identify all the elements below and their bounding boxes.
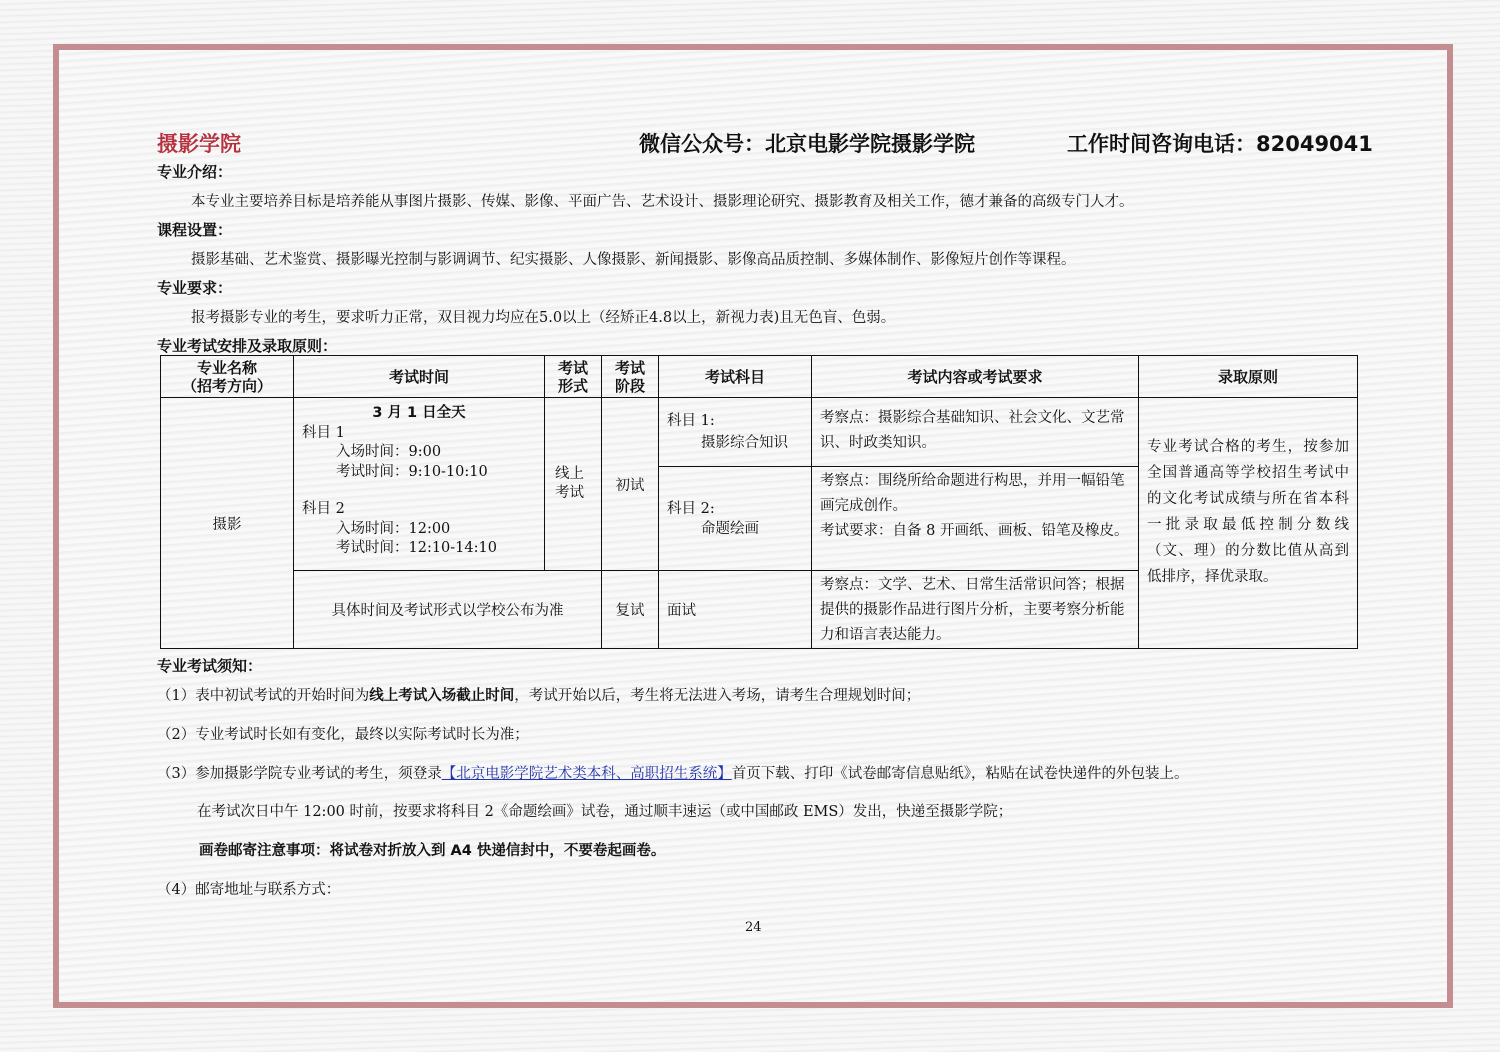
note-1: （1）表中初试考试的开始时间为线上考试入场截止时间，考试开始以后，考生将无法进入考场，请考生合理规划时间； — [157, 688, 921, 704]
major-cell: 摄影 — [161, 398, 294, 649]
note-4: （4）邮寄地址与联系方式： — [157, 882, 341, 898]
subject2-content-cell: 考察点：围绕所给命题进行构思，并用一幅铅笔画完成创作。 考试要求：自备 8 开画纸、画板、铅笔及橡皮。 — [812, 467, 1139, 571]
retest-content-cell: 考察点：文学、艺术、日常生活常识问答；根据提供的摄影作品进行图片分析，主要考察分析能力和语言表达能力。 — [812, 571, 1139, 649]
intro-text: 本专业主要培养目标是培养能从事图片摄影、传媒、影像、平面广告、艺术设计、摄影理论研究、摄影教育及相关工作，德才兼备的高级专门人才。 — [191, 194, 1134, 210]
exam-date: 3 月 1 日全天 — [372, 405, 466, 421]
intro-heading: 专业介绍： — [157, 163, 233, 181]
admission-cell: 专业考试合格的考生，按参加全国普通高等学校招生考试中的文化考试成绩与所在省本科一批录取最低控制分数线（文、理）的分数比值从高到低排序，择优录取。 — [1139, 398, 1358, 649]
subject1-entry-time: 入场时间：9:00 — [336, 444, 442, 460]
admission-system-link[interactable]: 【北京电影学院艺术类本科、高职招生系统】 — [441, 766, 732, 782]
subject2-entry-time: 入场时间：12:00 — [336, 520, 451, 537]
header-admission: 录取原则 — [1139, 356, 1358, 398]
requirements-text: 报考摄影专业的考生，要求听力正常，双目视力均应在5.0以上（经矫正4.8以上，新视力表)且无色盲、色弱。 — [191, 310, 896, 326]
requirements-heading: 专业要求： — [157, 279, 233, 297]
exam-table — [160, 355, 1358, 649]
subject2-label: 科目 2 — [302, 501, 345, 517]
header-stage: 考试 阶段 — [602, 356, 659, 398]
table-header-row — [161, 356, 1358, 398]
exam-arrangement-heading: 专业考试安排及录取原则： — [157, 337, 338, 355]
retest-time-cell: 具体时间及考试形式以学校公布为准 — [294, 571, 602, 649]
header-form: 考试 形式 — [545, 356, 602, 398]
second-stage-cell: 复试 — [602, 571, 659, 649]
note-3: （3）参加摄影学院专业考试的考生，须登录【北京电影学院艺术类本科、高职招生系统】首页下载、打印《试卷邮寄信息贴纸》，粘贴在试卷快递件的外包装上。 — [157, 766, 1189, 782]
header-time: 考试时间 — [294, 356, 545, 398]
header-major: 专业名称 （招考方向） — [161, 356, 294, 398]
first-exam-time-cell — [294, 398, 545, 571]
page-number: 24 — [745, 920, 762, 935]
subject1-label: 科目 1 — [302, 424, 345, 441]
consult-phone: 工作时间咨询电话：82049041 — [1067, 132, 1373, 156]
exam-form-cell: 线上 考试 — [545, 398, 602, 571]
wechat-account: 微信公众号：北京电影学院摄影学院 — [639, 132, 975, 156]
note-2: （2）专业考试时长如有变化，最终以实际考试时长为准； — [157, 727, 529, 743]
course-heading: 课程设置： — [157, 221, 233, 239]
subject1-exam-time: 考试时间：9:10-10:10 — [336, 463, 488, 480]
department-title: 摄影学院 — [157, 132, 241, 156]
subject2-exam-time: 考试时间：12:10-14:10 — [336, 540, 497, 556]
notes-heading: 专业考试须知： — [157, 657, 263, 675]
header-content: 考试内容或考试要求 — [812, 356, 1139, 398]
table-row — [161, 398, 1358, 467]
course-text: 摄影基础、艺术鉴赏、摄影曝光控制与影调调节、纪实摄影、人像摄影、新闻摄影、影像高品质控制、多媒体制作、影像短片创作等课程。 — [191, 252, 1076, 268]
note-3-line2: 在考试次日中午 12:00 时前，按要求将科目 2《命题绘画》试卷，通过顺丰速运（或中国邮政 EMS）发出，快递至摄影学院； — [197, 804, 1013, 820]
retest-subject-cell: 面试 — [659, 571, 812, 649]
subject1-cell: 科目 1: 摄影综合知识 — [659, 398, 812, 467]
subject2-cell: 科目 2: 命题绘画 — [659, 467, 812, 571]
document-page — [53, 44, 1453, 1008]
subject1-content-cell: 考察点：摄影综合基础知识、社会文化、文艺常识、时政类知识。 — [812, 398, 1139, 467]
note-3-mailing-bold: 画卷邮寄注意事项：将试卷对折放入到 A4 快递信封中，不要卷起画卷。 — [199, 843, 666, 859]
first-stage-cell: 初试 — [602, 398, 659, 571]
header-subject: 考试科目 — [659, 356, 812, 398]
